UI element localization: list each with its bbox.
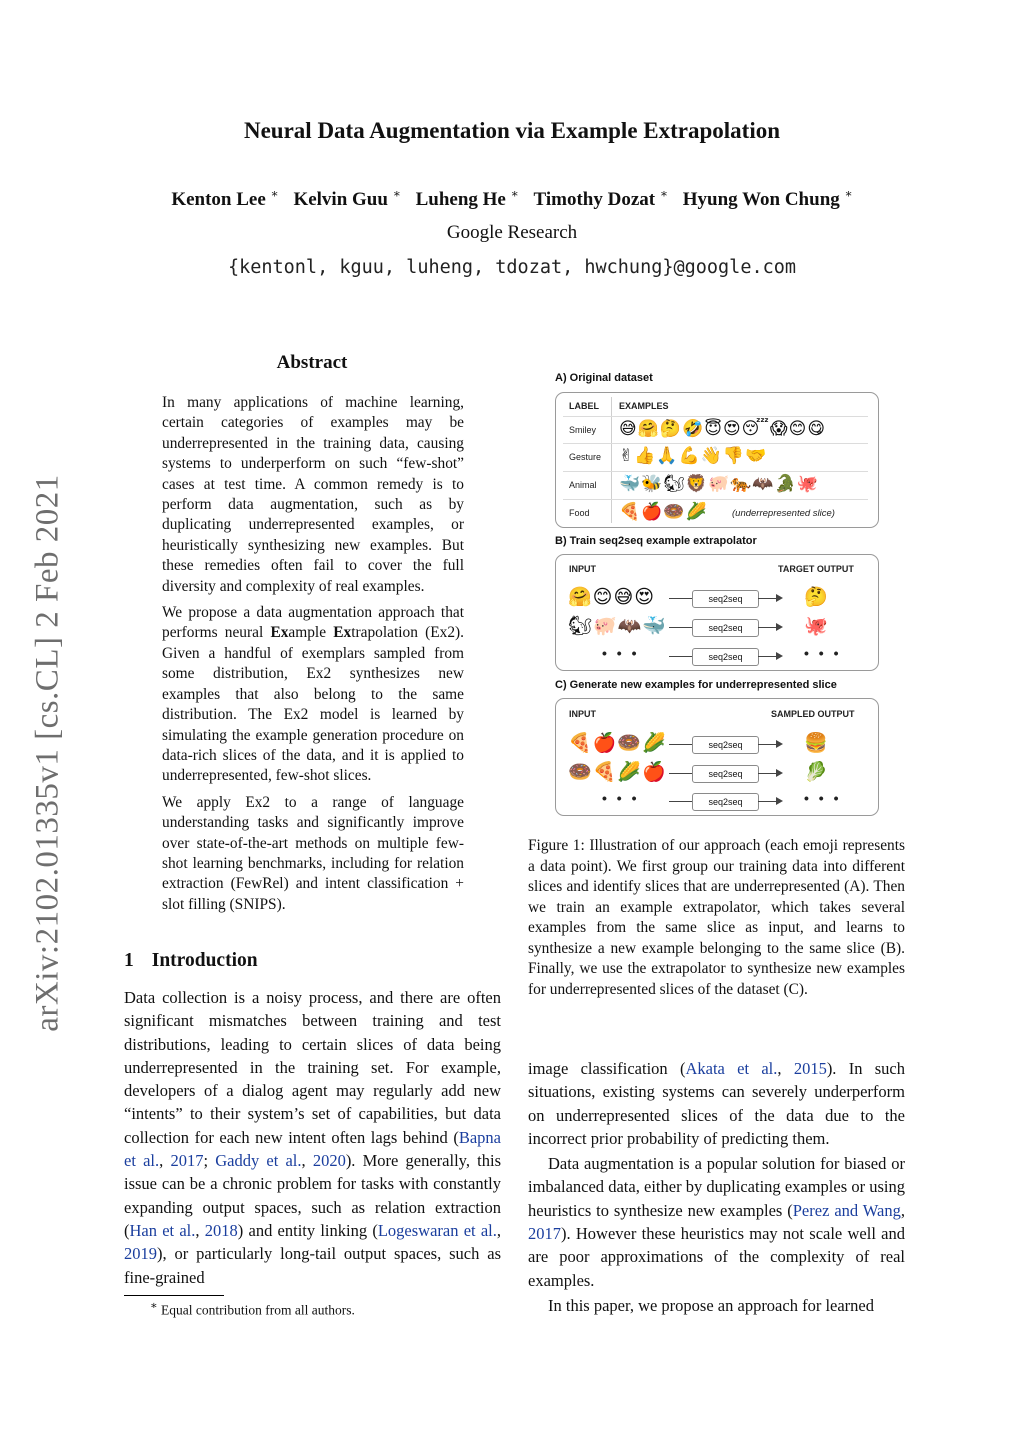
abstract-heading: Abstract [276, 352, 348, 373]
figure-caption: Figure 1: Illustration of our approach (each emoji represents a data point). We first group our training data into different slices and identify slices that are underrepresented (A). Then we train an example extrapolator, which takes several examples from the same slice as input, and learns to synthesize a new example belonging to the same slice (B). Finally, we use the extrapolator to synthesize new examples for underrepresented slices of the dataset (C). [528, 837, 905, 998]
row-divider [563, 499, 868, 500]
body-paragraph: Data augmentation is a popular solution for biased or imbalanced data, either by duplicating examples or using heuristics to synthesize new examples (Perez and Wang, 2017). However these heuristics may not scale well and are poor approximations of the complexity of real examples. [528, 1154, 905, 1290]
intro-paragraph: Data collection is a noisy process, and there are often significant mismatches between training and test distributions, leading to certain slices of data being underrepresented in the training set. For example, developers of a dialog agent may regularly add new “intents” to their system’s set of capabilities, but data collection for each new intent often lags behind (Bapna et al., 2017; Gaddy et al., 2020). More generally, this issue can be a chronic problem for tasks with constantly expanding output spaces, such as relation extraction (Han et al., 2018) and entity linking (Logeswaran et al., 2019), or particularly long-tail output spaces, such as fine-grained [124, 988, 502, 1287]
target-emoji: 🤔 [804, 586, 828, 608]
author-list [0, 187, 1024, 211]
input-emojis: 🍩🍕🌽🍎 [568, 761, 667, 783]
citation-link[interactable]: 2020 [312, 1151, 346, 1171]
arrow [669, 627, 692, 628]
input-emojis: 🍕🍎🍩🌽 [568, 732, 667, 754]
train-extrapolator-panel [555, 554, 879, 671]
row-divider [563, 416, 868, 417]
citation-link[interactable]: 2017 [528, 1224, 561, 1244]
abstract-paragraph: We propose a data augmentation approach that performs neural Example Extrapolation (Ex2). Given a handful of exemplars sampled from some distribution, Ex2 synthesizes new examples that also belong to the same distribution. The Ex2 model is learned by simulating the example generation procedure on data-rich slices of the data, and it is applied to underrepresented, few-shot slices. [162, 604, 464, 785]
arrow [758, 656, 778, 657]
arrow [758, 801, 778, 802]
sampled-emoji: 🍔 [804, 732, 828, 754]
affiliation: Google Research [446, 222, 578, 243]
email-addresses: {kentonl, kguu, luheng, tdozat, hwchung}@google.com [227, 257, 797, 278]
row-label: Animal [569, 480, 597, 490]
arrow [669, 744, 692, 745]
input-emojis: 🐿🐖🦇🐳 [568, 615, 668, 637]
author: Luheng He ∗ [415, 187, 519, 211]
emoji-examples: 🍕🍎🍩🌽 [619, 502, 708, 522]
generate-examples-panel [555, 698, 879, 816]
citation-link[interactable]: Akata et al. [685, 1059, 778, 1078]
sampled-emoji: 🥬 [804, 761, 828, 783]
ellipsis: • • • [602, 645, 640, 661]
row-divider [563, 443, 868, 444]
author: Hyung Won Chung ∗ [682, 187, 853, 211]
arrow [669, 598, 692, 599]
target-emoji: 🐙 [804, 615, 828, 637]
intro-text [124, 986, 501, 1289]
citation-link[interactable]: Gaddy et al. [215, 1151, 302, 1171]
citation-link[interactable]: Bapna et al. [124, 1127, 501, 1171]
arxiv-id: arXiv:2102.01335v1 [cs.CL] 2 Feb 2021 [29, 474, 66, 1032]
paper-title: Neural Data Augmentation via Example Extrapolation [243, 118, 781, 143]
arrow-head [776, 594, 783, 602]
arrow-head [776, 797, 783, 805]
citation-link[interactable]: Han et al. [129, 1220, 196, 1240]
arrow [758, 744, 778, 745]
sampled-output-header: SAMPLED OUTPUT [771, 709, 855, 719]
ellipsis: • • • [804, 645, 842, 661]
row-label: Gesture [569, 452, 602, 462]
original-dataset-panel [555, 392, 879, 528]
arxiv-side-stamp [20, 458, 76, 1048]
emoji-examples: ✌👍🙏💪👋👎🤝 [619, 446, 768, 466]
arrow [758, 773, 778, 774]
footnote: ∗ Equal contribution from all authors. [150, 1300, 355, 1318]
seq2seq-box: seq2seq [692, 619, 759, 637]
abstract-paragraph: In many applications of machine learning, certain categories of examples may be underrepresented in the training data, causing systems to underperform on such “few-shot” cases at test time. A common remedy is to perform data augmentation, such as by duplicating underrepresented examples, or heuristically synthesizing new examples. But these remedies often fail to cover the full diversity and complexity of real examples. [162, 394, 464, 595]
citation-link[interactable]: 2018 [204, 1220, 238, 1240]
emoji-examples: 😅🤗🤔🤣😇😍😴😱😊😋 [619, 419, 827, 439]
arrow [758, 627, 778, 628]
label-column-header: LABEL [569, 401, 599, 411]
author: Kelvin Guu ∗ [293, 187, 401, 211]
underrepresented-note: (underrepresented slice) [732, 508, 835, 519]
seq2seq-box: seq2seq [692, 765, 759, 783]
citation-link[interactable]: Logeswaran et al. [377, 1220, 497, 1240]
input-emojis: 🤗😊😅😍 [568, 586, 656, 608]
section-heading: 1 Introduction [124, 950, 258, 971]
row-label: Food [569, 508, 590, 518]
figure-panel-b-title: B) Train seq2seq example extrapolator [555, 535, 757, 547]
seq2seq-box: seq2seq [692, 793, 759, 811]
body-paragraph: image classification (Akata et al., 2015). In such situations, existing systems can severely underperform on underrepresented slices of the data due to the incorrect prior probability of predicting them. [528, 1059, 906, 1148]
seq2seq-box: seq2seq [692, 736, 759, 754]
arrow [669, 773, 692, 774]
emoji-examples: 🐳🐝🐿🦁🐖🐅🦇🐊🐙 [619, 474, 819, 494]
ellipsis: • • • [602, 790, 640, 806]
citation-link[interactable]: 2019 [124, 1244, 157, 1264]
row-divider [563, 471, 868, 472]
examples-column-header: EXAMPLES [619, 401, 669, 411]
right-column-text [528, 1057, 905, 1317]
arrow [758, 598, 778, 599]
footnote-rule [124, 1295, 224, 1296]
citation-link[interactable]: 2015 [793, 1059, 827, 1078]
target-output-header: TARGET OUTPUT [778, 564, 854, 574]
input-header: INPUT [569, 709, 596, 719]
author: Timothy Dozat ∗ [533, 187, 668, 211]
arrow-head [776, 623, 783, 631]
arrow-head [776, 652, 783, 660]
arrow [669, 656, 692, 657]
seq2seq-box: seq2seq [692, 648, 759, 666]
figure-panel-c-title: C) Generate new examples for underrepresented slice [555, 679, 837, 691]
arrow-head [776, 769, 783, 777]
seq2seq-box: seq2seq [692, 590, 759, 608]
abstract-body [162, 393, 464, 921]
author: Kenton Lee ∗ [171, 187, 279, 211]
input-header: INPUT [569, 564, 596, 574]
body-paragraph: In this paper, we propose an approach for learned [548, 1295, 874, 1315]
figure-1 [552, 368, 878, 820]
citation-link[interactable]: Perez and Wang [792, 1200, 901, 1220]
arrow-head [776, 740, 783, 748]
abstract-paragraph: We apply Ex2 to a range of language understanding tasks and significantly improve over state-of-the-art methods on multiple few-shot learning benchmarks, including for relation extraction (FewRel) and intent classification + slot filling (SNIPS). [162, 793, 464, 913]
ellipsis: • • • [804, 790, 842, 806]
arrow [669, 801, 692, 802]
citation-link[interactable]: 2017 [170, 1151, 204, 1171]
figure-panel-a-title: A) Original dataset [555, 372, 653, 384]
row-label: Smiley [569, 425, 597, 435]
